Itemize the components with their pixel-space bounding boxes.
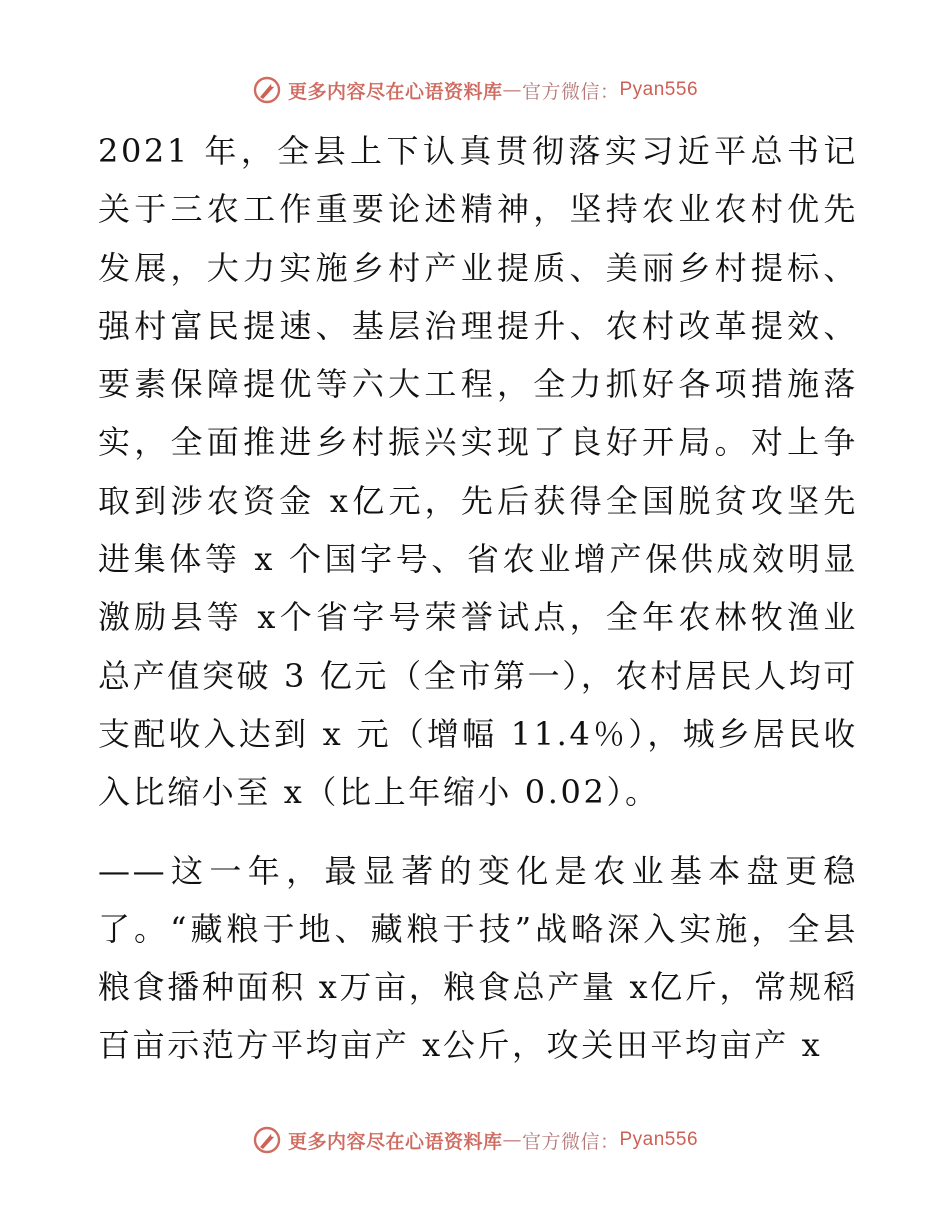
header-banner	[0, 70, 950, 110]
pen-nib-logo-icon	[252, 1125, 282, 1155]
banner-wechat-id: Pyan556	[619, 79, 699, 100]
paragraph-1: 2021 年，全县上下认真贯彻落实习近平总书记关于三农工作重要论述精神，坚持农业农村优先发展，大力实施乡村产业提质、美丽乡村提标、强村富民提速、基层治理提升、农村改革提效、要素保障提优等六大工程，全力抓好各项措施落实，全面推进乡村振兴实现了良好开局。对上争取到涉农资金 x亿元，先后获得全国脱贫攻坚先进集体等 x 个国字号、省农业增产保供成效明显激励县等 x个省字号荣誉试点，全年农林牧渔业总产值突破 3 亿元（全市第一），农村居民人均可支配收入达到 x 元（增幅 11.4％），城乡居民收入比缩小至 x（比上年缩小 0.02）。	[98, 132, 858, 812]
banner-separator: —	[502, 79, 522, 101]
banner-wechat-id: Pyan556	[619, 1129, 699, 1150]
paragraph-2: ——这一年，最显著的变化是农业基本盘更稳了。“藏粮于地、藏粮于技”战略深入实施，全县粮食播种面积 x万亩，粮食总产量 x亿斤，常规稻百亩示范方平均亩产 x公斤，攻关田平均亩产 x	[98, 851, 858, 1065]
banner-separator: —	[502, 1129, 522, 1151]
banner-wechat-label: 官方微信：	[521, 1130, 620, 1153]
banner-site-name: 更多内容尽在心语资料库	[287, 80, 503, 103]
banner-site-name: 更多内容尽在心语资料库	[287, 1130, 503, 1153]
banner-wechat-label: 官方微信：	[521, 80, 620, 103]
document-body	[98, 122, 858, 1075]
pen-nib-logo-icon	[252, 75, 282, 105]
footer-banner	[0, 1120, 950, 1160]
